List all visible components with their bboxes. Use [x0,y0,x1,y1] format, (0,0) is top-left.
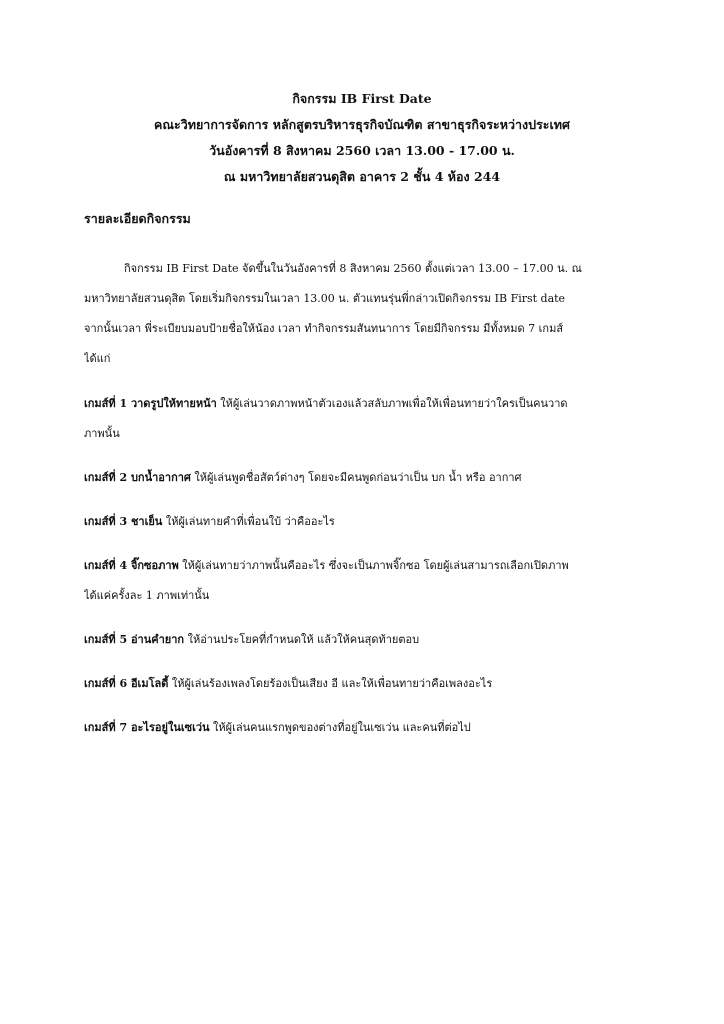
game-1-text: ให้ผู้เล่นวาดภาพหน้าตัวเองแล้วสลับภาพเพื่อให้เพื่อนทายว่าใครเป็นคนวาด [216,397,568,410]
game-6-text: ให้ผู้เล่นร้องเพลงโดยร้องเป็นเสียง อี และให้เพื่อนทายว่าคือเพลงอะไร [168,677,493,690]
game-2-line [84,467,640,489]
game-6-label: เกมส์ที่ 6 อีเมโลดี้ [84,677,169,690]
game-3-text: ให้ผู้เล่นทายคำที่เพื่อนใบ้ ว่าคืออะไร [162,515,335,528]
game-4-text: ให้ผู้เล่นทายว่าภาพนั้นคืออะไร ซึ่งจะเป็นภาพจิ๊กซอ โดยผู้เล่นสามารถเลือกเปิดภาพ [178,559,569,572]
game-2-label: เกมส์ที่ 2 บกน้ำอากาศ [84,471,191,484]
game-1-line [84,393,640,415]
game-5-line [84,629,640,651]
game-4-continuation: ได้แค่ครั้งละ 1 ภาพเท่านั้น [84,589,210,602]
game-1-continuation: ภาพนั้น [84,427,120,440]
venue-line: ณ มหาวิทยาลัยสวนดุสิต อาคาร 2 ชั้น 4 ห้อง 244 [223,169,501,184]
game-2-text: ให้ผู้เล่นพูดชื่อสัตว์ต่างๆ โดยจะมีคนพูดก่อนว่าเป็น บก น้ำ หรือ อากาศ [190,471,522,484]
game-5-label: เกมส์ที่ 5 อ่านคำยาก [84,633,185,646]
document-header [84,86,640,190]
game-1-label: เกมส์ที่ 1 วาดรูปให้ทายหน้า [84,397,217,410]
details-line-2: มหาวิทยาลัยสวนดุสิต โดยเริ่มกิจกรรมในเวลา 13.00 น. ตัวแทนรุ่นพี่กล่าวเปิดกิจกรรม IB First date [84,292,566,305]
game-3-line [84,511,640,533]
game-7-text: ให้ผู้เล่นคนแรกพูดของต่างที่อยู่ในเซเว่น และคนที่ต่อไป [209,721,471,734]
game-7-label: เกมส์ที่ 7 อะไรอยู่ในเซเว่น [84,721,210,734]
game-4-line [84,555,640,577]
activity-title: กิจกรรม IB First Date [292,91,432,106]
details-line-4: ได้แก่ [84,352,111,365]
game-4-label: เกมส์ที่ 4 จิ๊กซอภาพ [84,559,179,572]
game-3-label: เกมส์ที่ 3 ชาเย็น [84,515,163,528]
date-time-line: วันอังคารที่ 8 สิงหาคม 2560 เวลา 13.00 - 17.00 น. [209,143,515,158]
details-heading: รายละเอียดกิจกรรม [84,211,191,226]
game-6-line [84,673,640,695]
game-7-line [84,717,640,739]
game-5-text: ให้อ่านประโยคที่กำหนดให้ แล้วให้คนสุดท้ายตอบ [184,633,420,646]
details-line-1: กิจกรรม IB First Date จัดขึ้นในวันอังคารที่ 8 สิงหาคม 2560 ตั้งแต่เวลา 13.00 – 17.00 น. ณ [124,262,582,275]
faculty-line: คณะวิทยาการจัดการ หลักสูตรบริหารธุรกิจบัณฑิต สาขาธุรกิจระหว่างประเทศ [154,117,570,132]
details-line-3: จากนั้นเวลา พี่ระเบียบมอบป้ายชื่อให้น้อง เวลา ทำกิจกรรมสันทนาการ โดยมีกิจกรรม มีทั้งหมด 7 เกมส์ [84,322,564,335]
